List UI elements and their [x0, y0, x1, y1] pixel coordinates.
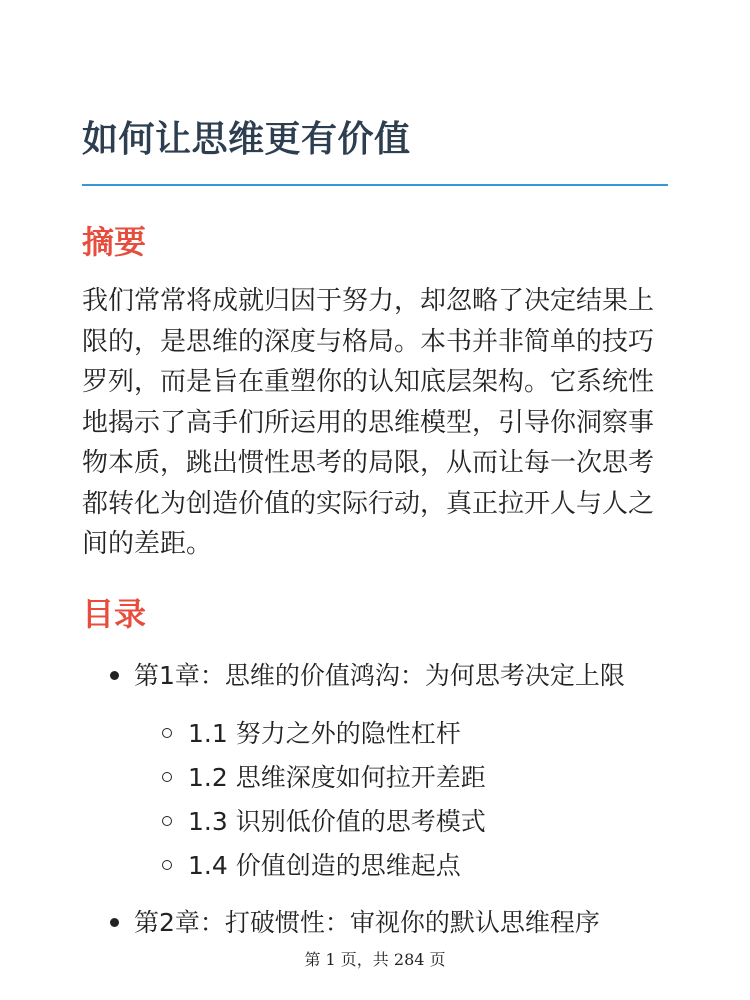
toc-chapter-2 — [110, 906, 600, 940]
toc-section-label: 1.3 识别低价值的思考模式 — [188, 807, 486, 836]
toc-section-label: 1.4 价值创造的思维起点 — [188, 851, 461, 880]
toc-section-label: 1.1 努力之外的隐性杠杆 — [188, 719, 461, 748]
title-divider — [82, 184, 668, 186]
toc-section-label: 1.2 思维深度如何拉开差距 — [188, 763, 486, 792]
filled-bullet-icon — [110, 671, 119, 680]
summary-heading: 摘要 — [82, 223, 147, 261]
toc-chapter-2-label: 第2章：打破惯性：审视你的默认思维程序 — [134, 908, 600, 937]
hollow-bullet-icon — [162, 816, 172, 826]
toc-heading: 目录 — [82, 595, 147, 633]
toc-chapter-1 — [110, 659, 625, 693]
hollow-bullet-icon — [162, 860, 172, 870]
toc-section-1-2 — [162, 761, 486, 795]
toc-section-1-4 — [162, 849, 461, 883]
toc-section-1-1 — [162, 717, 461, 751]
summary-paragraph: 我们常常将成就归因于努力，却忽略了决定结果上限的，是思维的深度与格局。本书并非简单的技巧罗列，而是旨在重塑你的认知底层架构。它系统性地揭示了高手们所运用的思维模型，引导你洞察事物本质，跳出惯性思考的局限，从而让每一次思考都转化为创造价值的实际行动，真正拉开人与人之间的差距。 — [82, 286, 655, 559]
filled-bullet-icon — [110, 918, 119, 927]
toc-chapter-1-label: 第1章：思维的价值鸿沟：为何思考决定上限 — [134, 661, 625, 690]
toc-section-1-3 — [162, 805, 486, 839]
page-number-footer: 第 1 页，共 284 页 — [304, 950, 446, 969]
document-title: 如何让思维更有价值 — [82, 119, 411, 160]
hollow-bullet-icon — [162, 772, 172, 782]
hollow-bullet-icon — [162, 728, 172, 738]
